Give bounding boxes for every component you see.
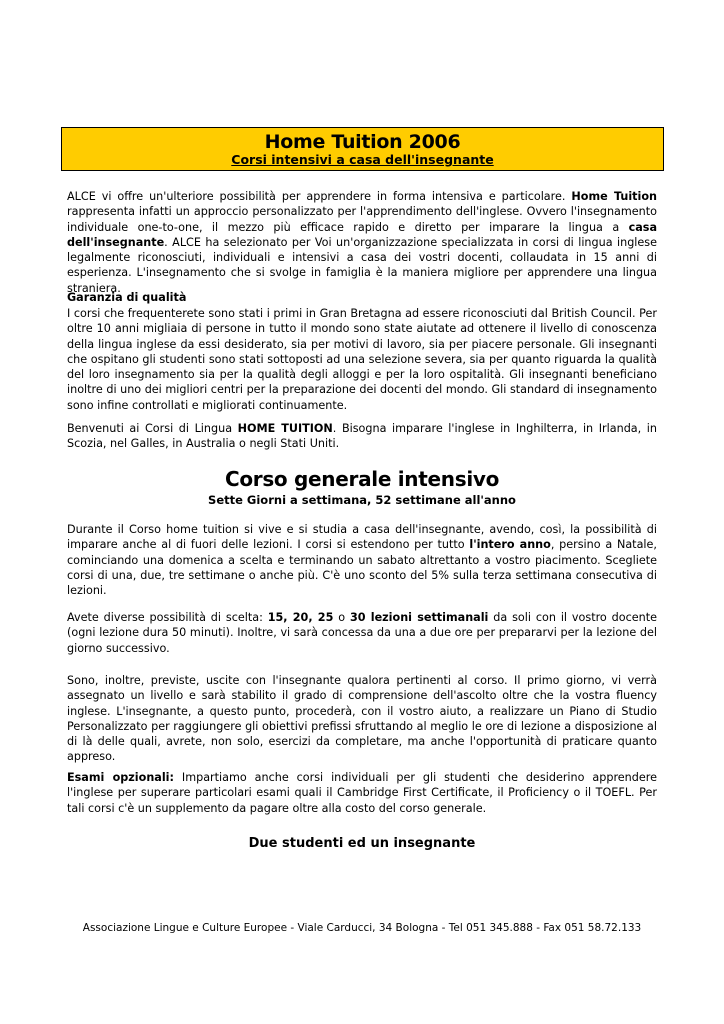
quality-heading-text: Garanzia di qualità (67, 291, 187, 304)
welcome-bold: HOME TUITION (237, 422, 333, 435)
exams-text: Impartiamo anche corsi individuali per gli studenti che desiderino apprendere l'inglese per superare particolari esami quali il Cambridge First Certificate, il Proficiency o il TOEFL. Per tali corsi c'è un supplemento da pagare oltre alla costo del corso generale. (67, 771, 657, 815)
section-two-students-title: Due studenti ed un insegnante (248, 836, 476, 851)
course-title: Corso generale intensivo (224, 467, 500, 491)
intro-text-1: ALCE vi offre un'ulteriore possibilità per apprendere in forma intensiva e particolare. (67, 190, 572, 203)
course-paragraph-3: Sono, inoltre, previste, uscite con l'insegnante qualora pertinenti al corso. Il primo giorno, vi verrà assegnato un livello e sarà stabilito il grado di comprensione dell'ascolto oltre che la vostra fluency inglese. L'insegnante, a questo punto, procederà, con il vostro aiuto, a realizzare un Piano di Studio Personalizzato per raggiungere gli obiettivi prefissi sfruttando al meglio le ore di lezione a disposizione al di là delle quali, avrete, non solo, esercizi da completare, ma anche l'opportunità di praticare quanto appreso. (67, 674, 657, 764)
course-paragraph-4 (67, 770, 657, 816)
course-paragraph-1 (67, 522, 657, 598)
intro-text-2: rappresenta infatti un approccio personalizzato per l'apprendimento dell'inglese. Ovvero l'insegnamento individuale one-to-one, il mezzo più efficace rapido e diretto per imparare la lingua a (67, 205, 657, 234)
page-title: Home Tuition 2006 (264, 131, 461, 153)
intro-bold-casa: casa dell'insegnante (67, 220, 657, 249)
footer-address: Associazione Lingue e Culture Europee - Viale Carducci, 34 Bologna - Tel 051 345.888 - Fax 051 58.72.133 (82, 922, 642, 934)
course-p2-text-2: o (333, 611, 350, 624)
course-p1-text-1: Durante il Corso home tuition si vive e si studia a casa dell'insegnante, avendo, così, la possibilità di imparare anche al di fuori delle lezioni. I corsi si estendono per tutto (67, 523, 657, 552)
exams-heading: Esami opzionali: (67, 771, 174, 784)
course-p2-text-3: da soli con il vostro docente (ogni lezione dura 50 minuti). Inoltre, vi sarà concessa da una a due ore per prepararvi per la lezione del giorno successivo. (67, 611, 657, 655)
course-subtitle: Sette Giorni a settimana, 52 settimane all'anno (208, 493, 516, 507)
intro-text-3: . ALCE ha selezionato per Voi un'organizzazione specializzata in corsi di lingua inglese legalmente riconosciuti, individuali e intensivi a casa dei vostri docenti, collaudata in 15 anni di esperienza. L'insegnamento che si svolge in famiglia è la maniera migliore per apprendere una lingua straniera. (67, 235, 657, 295)
quality-heading (67, 290, 657, 305)
welcome-text-1: Benvenuti ai Corsi di Lingua (67, 422, 238, 435)
page-subtitle: Corsi intensivi a casa dell'insegnante (231, 152, 494, 167)
welcome-text-2: . Bisogna imparare l'inglese in Inghilterra, in Irlanda, in Scozia, nel Galles, in Australia o negli Stati Uniti. (67, 422, 657, 451)
course-p1-text-2: , persino a Natale, cominciando una domenica a scelta e terminando un sabato altrettanto a vostro piacimento. Scegliete corsi di una, due, tre settimane o anche più. C'è uno sconto del 5% sulla terza settimana consecutiva di lezioni. (67, 538, 657, 598)
welcome-paragraph (67, 421, 657, 452)
intro-paragraph (67, 189, 657, 296)
course-p2-text-1: Avete diverse possibilità di scelta: (67, 611, 268, 624)
intro-bold-home-tuition: Home Tuition (571, 190, 657, 203)
title-banner (61, 127, 664, 171)
course-p2-bold-1: 15, 20, 25 (267, 611, 334, 624)
course-paragraph-2 (67, 610, 657, 656)
course-p1-bold: l'intero anno (469, 538, 551, 552)
course-p2-bold-2: 30 lezioni settimanali (349, 611, 489, 624)
quality-paragraph: I corsi che frequenterete sono stati i primi in Gran Bretagna ad essere riconosciuti dal British Council. Per oltre 10 anni migliaia di persone in tutto il mondo sono state aiutate ad ottenere il livello di conoscenza della lingua inglese da essi desiderato, sia per motivi di lavoro, sia per piacere personale. Gli insegnanti che ospitano gli studenti sono stati sottoposti ad una selezione severa, sia per quanto riguarda la qualità del loro insegnamento sia per la qualità degli alloggi e per la loro ospitalità. Gli insegnanti beneficiano inoltre di uno dei migliori centri per la preparazione dei docenti del mondo. Gli standard di insegnamento sono infine controllati e migliorati continuamente. (67, 307, 657, 412)
